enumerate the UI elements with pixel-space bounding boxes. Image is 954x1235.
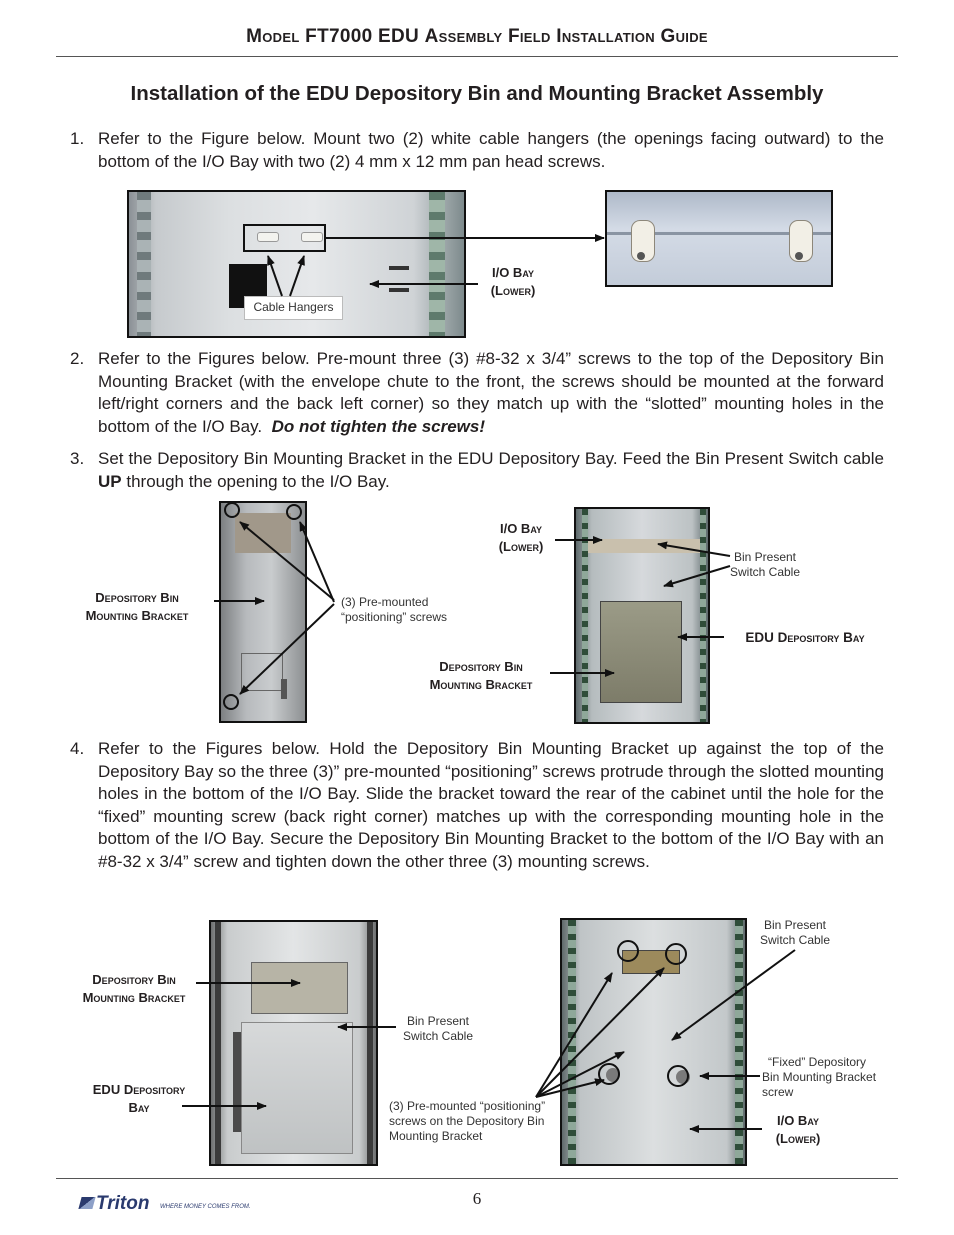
photo-cable-hangers-closeup <box>605 190 833 287</box>
step-3 <box>70 448 884 493</box>
header-suffix: Assembly Field Installation Guide <box>424 26 708 47</box>
screw-circle <box>667 1065 689 1087</box>
triton-logo: Triton <box>80 1193 149 1215</box>
bin-present-switch-cable-note-3: Bin Present Switch Cable <box>759 918 831 947</box>
io-bay-lower-label-3: I/O Bay (Lower) <box>775 1113 821 1146</box>
step-text-a: Set the Depository Bin Mounting Bracket in the EDU Depository Bay. Feed the Bin Present Switch cable <box>98 449 884 468</box>
step-4 <box>70 738 884 873</box>
edu-depository-bay-label: EDU Depository Bay <box>745 630 865 645</box>
depository-bin-bracket-label-3: Depository Bin Mounting Bracket <box>82 972 186 1005</box>
cable-hangers-callout: Cable Hangers <box>244 296 343 320</box>
footer-rule <box>56 1178 898 1179</box>
bin-present-switch-cable-note-2: Bin Present Switch Cable <box>402 1014 474 1043</box>
photo-mounting-bracket <box>219 501 307 723</box>
screw-circle <box>223 694 239 710</box>
step-text-b: through the opening to the I/O Bay. <box>126 471 390 491</box>
io-bay-lower-label-2: I/O Bay (Lower) <box>498 521 544 554</box>
bin-present-switch-cable-note: Bin Present Switch Cable <box>729 550 801 579</box>
section-title: Installation of the EDU Depository Bin and Mounting Bracket Assembly <box>130 82 824 105</box>
screw-circle <box>286 504 302 520</box>
step-text: Refer to the Figures below. Pre-mount three (3) #8-32 x 3/4” screws to the top of the Depository Bin Mounting Bracket (with the envelope chute to the front, the screws should be mounted at the forward left/right corners and the back left corner) so they match up with the “slotted” mounting holes in the bottom of the I/O Bay. <box>98 349 884 436</box>
pre-mounted-positioning-screws-note: (3) Pre-mounted “positioning” screws on the Depository Bin Mounting Bracket <box>389 1099 546 1143</box>
screw-circle <box>224 502 240 518</box>
step-1 <box>70 128 884 173</box>
photo-edu-depository-bay <box>574 507 710 724</box>
running-header <box>0 26 954 48</box>
header-model: FT7000 EDU <box>305 26 420 47</box>
triton-mark-icon <box>78 1197 95 1209</box>
header-rule <box>56 56 898 57</box>
screw-circle <box>598 1063 620 1085</box>
hanger-highlight-box <box>243 224 326 252</box>
edu-depository-bay-label-2: EDU Depository Bay <box>92 1082 186 1115</box>
photo-bracket-installed-bay <box>209 920 378 1166</box>
step-number: 4. <box>70 739 85 758</box>
step-number: 2. <box>70 349 85 368</box>
screw-circle <box>617 940 639 962</box>
photo-io-bay-screws-view <box>560 918 747 1166</box>
logo-tagline: WHERE MONEY COMES FROM. <box>160 1204 251 1210</box>
step-bold: UP <box>98 471 122 491</box>
step-text: Refer to the Figures below. Hold the Depository Bin Mounting Bracket up against the top of the Depository Bay so the three (3)” pre-mounted “positioning” screws protrude through the slotted mounting holes in the bottom of the I/O Bay. Slide the bracket toward the rear of the cabinet until the hole for the “fixed” mounting screw (back right corner) matches up with the corresponding mounting hole in the bottom of the I/O Bay. Secure the Depository Bin Mounting Bracket to the bottom of the I/O Bay with an #8-32 x 3/4” screw and tighten down the other three (3) mounting screws. <box>98 739 884 871</box>
step-2 <box>70 348 884 438</box>
depository-bin-bracket-label-2: Depository Bin Mounting Bracket <box>429 659 533 692</box>
depository-bin-bracket-label: Depository Bin Mounting Bracket <box>85 590 189 623</box>
page-number: 6 <box>472 1189 482 1208</box>
fixed-screw-note: “Fixed” Depository Bin Mounting Bracket screw <box>762 1055 877 1099</box>
step-warning: Do not tighten the screws! <box>271 416 486 436</box>
step-text: Refer to the Figure below. Mount two (2) white cable hangers (the openings facing outward) to the bottom of the I/O Bay with two (2) 4 mm x 12 mm pan head screws. <box>98 129 884 171</box>
screw-circle <box>665 943 687 965</box>
header-prefix: Model <box>246 26 300 47</box>
pre-mounted-screws-note: (3) Pre-mounted “positioning” screws <box>341 595 448 624</box>
step-number: 3. <box>70 449 85 468</box>
step-number: 1. <box>70 129 85 148</box>
io-bay-lower-label-1: I/O Bay (Lower) <box>490 265 536 298</box>
